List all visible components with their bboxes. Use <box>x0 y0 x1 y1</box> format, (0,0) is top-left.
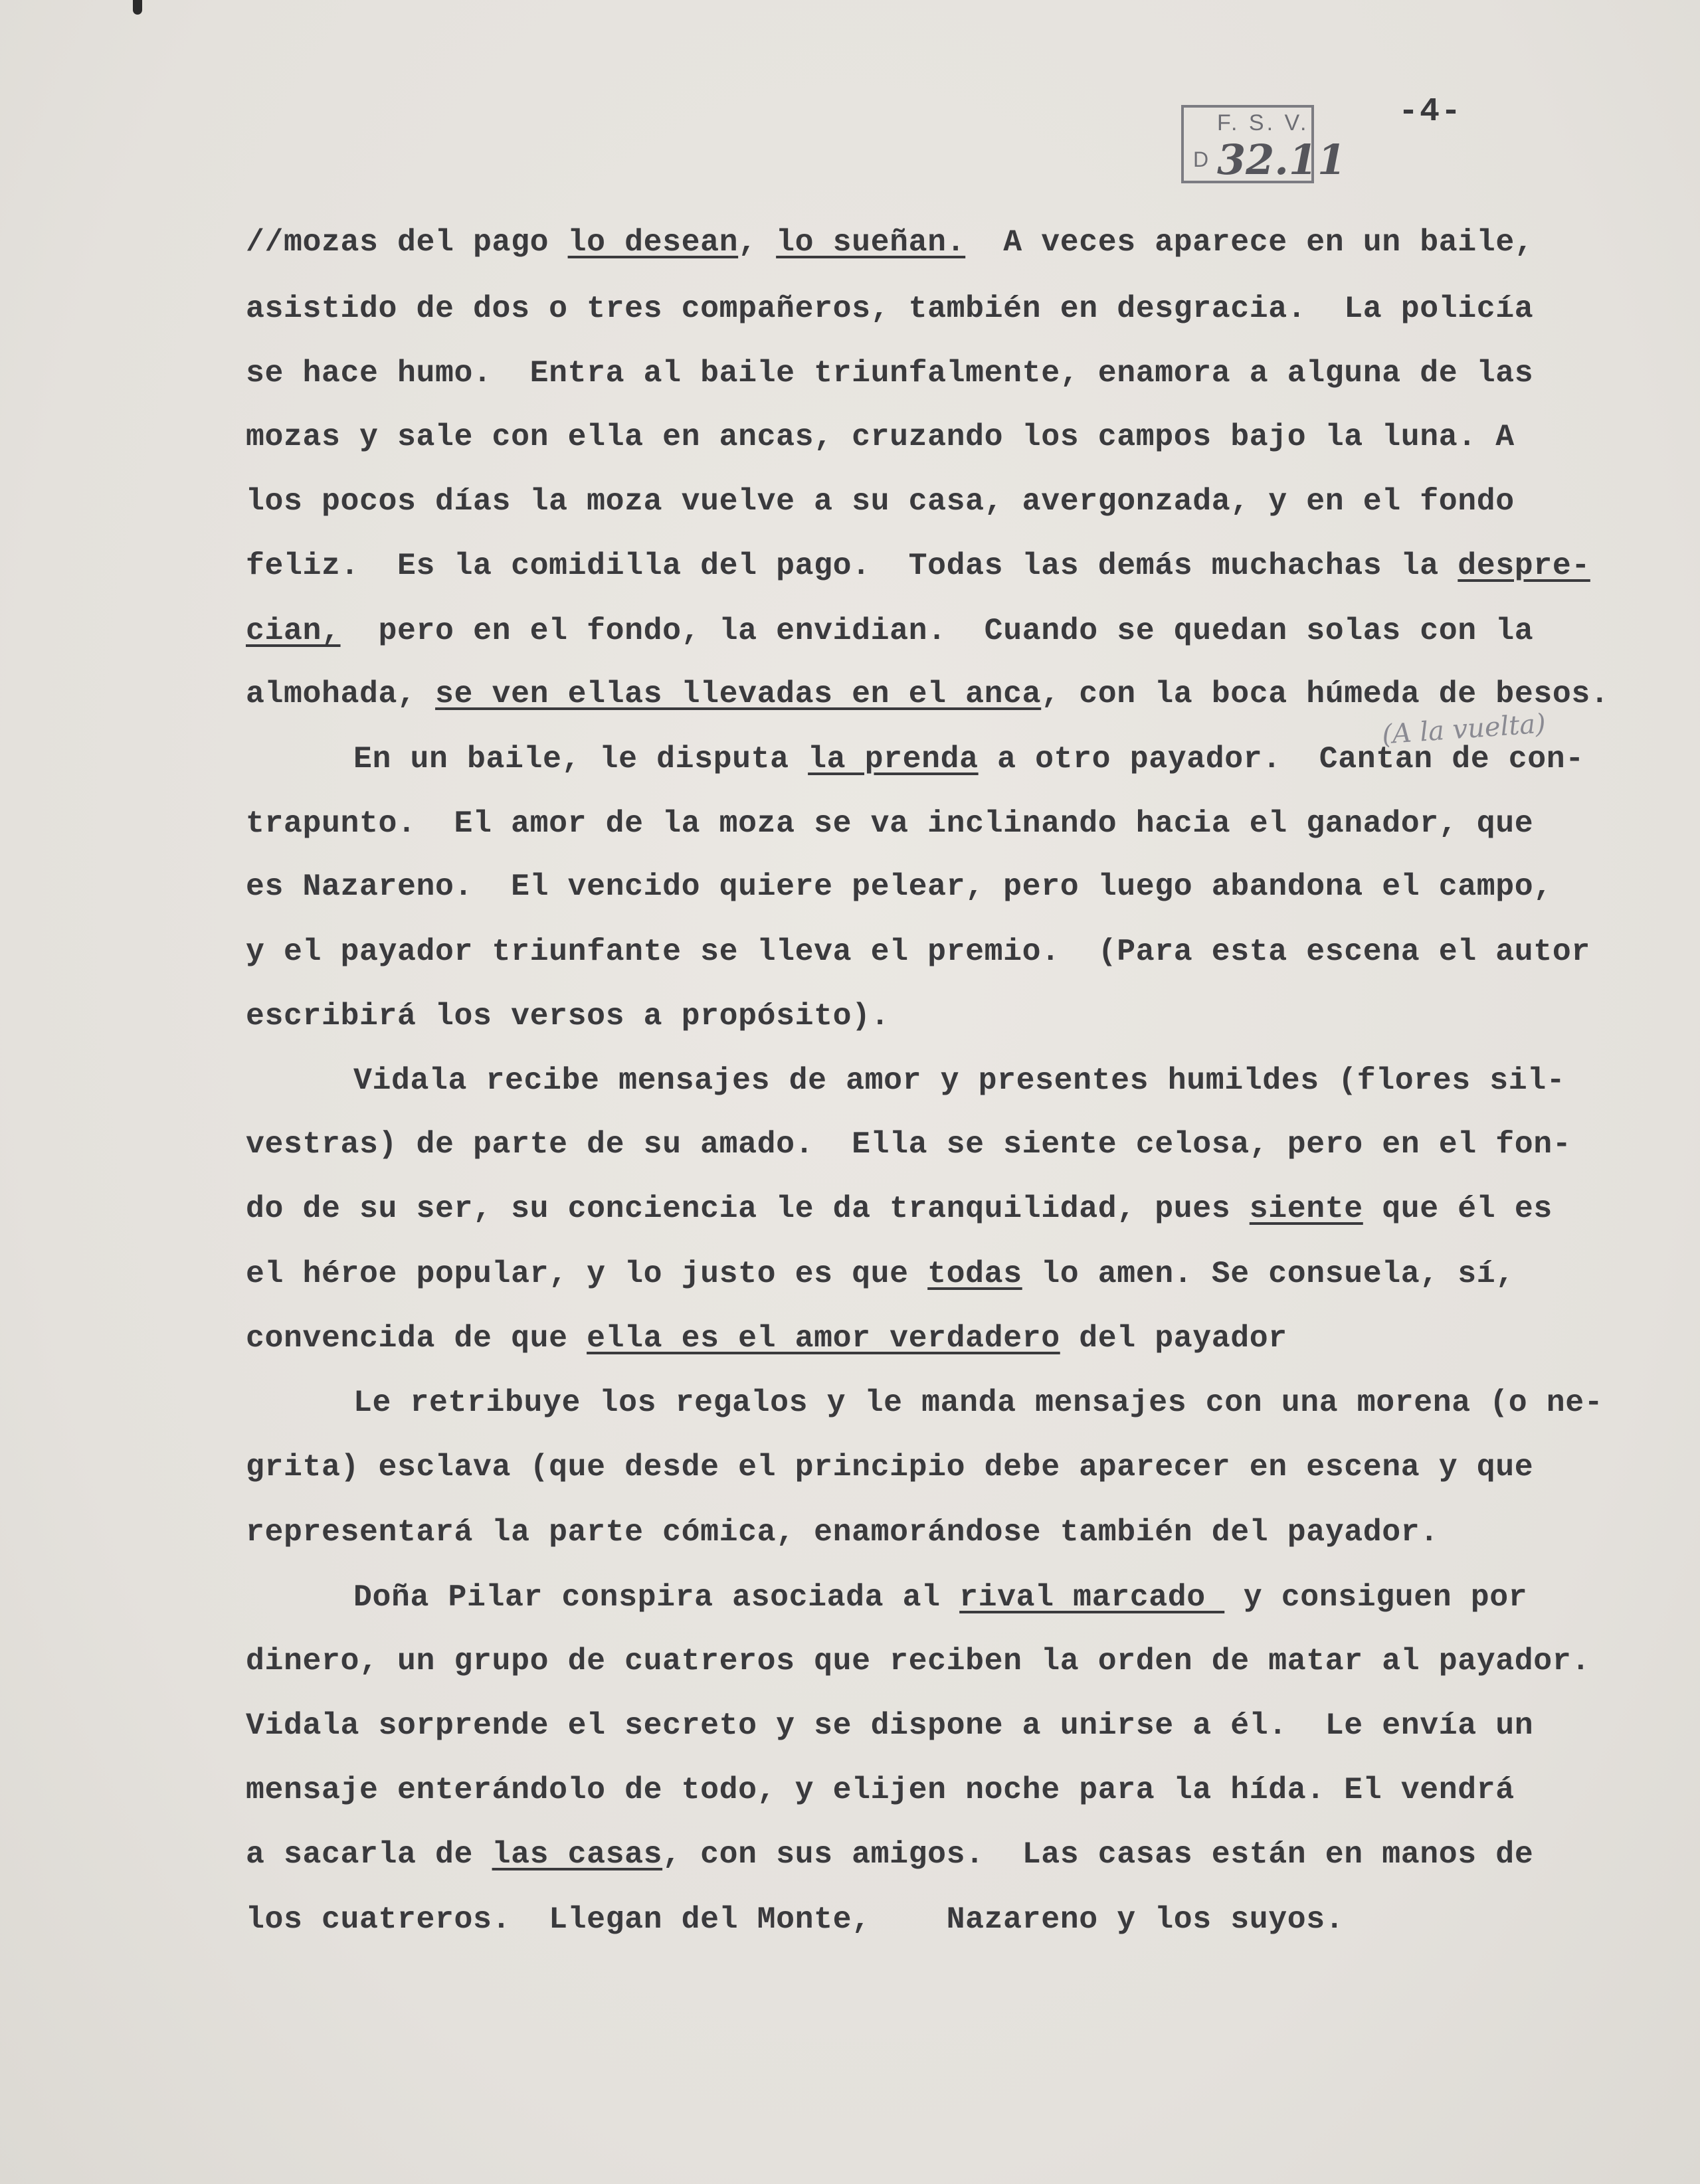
text-run: los cuatreros. Llegan del Monte, Nazareno y los suyos. <box>246 1902 1345 1937</box>
text-line <box>246 1121 1674 1168</box>
text-line <box>246 864 1674 910</box>
text-line <box>246 1251 1674 1297</box>
text-run: es Nazareno. El vencido quiere pelear, pero luego abandona el campo, <box>246 869 1553 904</box>
underlined-text: lo sueñan. <box>776 225 966 260</box>
page-corner-mark <box>133 0 142 15</box>
text-line <box>246 543 1674 589</box>
text-run: convencida de que <box>246 1320 587 1356</box>
text-line <box>246 608 1674 654</box>
text-run: , <box>738 225 777 260</box>
text-line <box>246 800 1674 847</box>
text-line <box>246 1315 1674 1362</box>
text-run: mozas y sale con ella en ancas, cruzando los campos bajo la luna. A <box>246 419 1515 454</box>
text-run: , con sus amigos. Las casas están en manos de <box>662 1837 1534 1872</box>
text-line <box>246 286 1674 332</box>
text-run: En un baile, le disputa <box>353 741 808 776</box>
text-line <box>246 219 1674 266</box>
text-run: dinero, un grupo de cuatreros que reciben la orden de matar al payador. <box>246 1643 1590 1679</box>
text-line <box>353 736 1700 782</box>
text-line <box>353 1057 1700 1104</box>
text-line <box>353 1380 1700 1426</box>
archive-stamp <box>1181 105 1347 184</box>
stamp-initials: F. S. V. <box>1217 110 1309 136</box>
stamp-side-letter: D <box>1193 147 1209 171</box>
text-run: y consiguen por <box>1224 1580 1528 1615</box>
text-run: A veces aparece en un baile, <box>965 225 1534 260</box>
text-run: almohada, <box>246 676 436 711</box>
text-run: grita) esclava (que desde el principio debe aparecer en escena y que <box>246 1449 1534 1485</box>
text-line <box>246 671 1674 717</box>
text-run: que él es <box>1363 1191 1553 1226</box>
underlined-text: despre- <box>1458 548 1590 583</box>
text-line <box>246 1638 1674 1684</box>
text-run: a sacarla de <box>246 1837 492 1872</box>
text-run: a otro payador. Cantan de con- <box>978 741 1584 776</box>
text-line <box>246 993 1674 1040</box>
underlined-text: la prenda <box>808 741 979 776</box>
text-run: se hace humo. Entra al baile triunfalmente, enamora a alguna de las <box>246 355 1534 391</box>
text-line <box>246 1896 1674 1943</box>
underlined-text: ella es el amor verdadero <box>587 1320 1060 1356</box>
margin-note: (A la vuelta) <box>1380 708 1547 751</box>
text-line <box>246 1186 1674 1232</box>
text-run: trapunto. El amor de la moza se va inclinando hacia el ganador, que <box>246 806 1534 841</box>
text-run: representará la parte cómica, enamorándose también del payador. <box>246 1514 1439 1550</box>
underlined-text: se ven ellas llevadas en el anca <box>435 676 1042 711</box>
text-run: //mozas del pago <box>246 225 568 260</box>
text-run: los pocos días la moza vuelve a su casa, avergonzada, y en el fondo <box>246 484 1515 519</box>
text-run: lo amen. Se consuela, sí, <box>1022 1256 1515 1291</box>
underlined-text: cian, <box>246 613 341 648</box>
text-line <box>246 350 1674 397</box>
text-run: asistido de dos o tres compañeros, también en desgracia. La policía <box>246 291 1534 326</box>
text-line <box>246 1509 1674 1556</box>
text-run: Le retribuye los regalos y le manda mensajes con una morena (o ne- <box>353 1385 1604 1420</box>
text-run: y el payador triunfante se lleva el premio. (Para esta escena el autor <box>246 934 1590 969</box>
underlined-text: las casas <box>492 1837 663 1872</box>
text-line <box>246 478 1674 525</box>
text-run: Vidala sorprende el secreto y se dispone a unirse a él. Le envía un <box>246 1708 1534 1743</box>
text-line <box>353 1574 1700 1621</box>
underlined-text: siente <box>1249 1191 1363 1226</box>
text-run: feliz. Es la comidilla del pago. Todas las demás muchachas la <box>246 548 1458 583</box>
text-line <box>246 1767 1674 1813</box>
text-line <box>246 414 1674 460</box>
text-run: vestras) de parte de su amado. Ella se siente celosa, pero en el fon- <box>246 1127 1572 1162</box>
stamp-number: 32.11 <box>1217 136 1347 184</box>
text-run: , con la boca húmeda de besos. <box>1041 676 1610 711</box>
underlined-text: lo desean <box>567 225 739 260</box>
text-run: pero en el fondo, la envidian. Cuando se quedan solas con la <box>340 613 1534 648</box>
underlined-text: rival marcado <box>959 1580 1225 1615</box>
page-number: -4- <box>1398 93 1463 131</box>
text-line <box>246 1444 1674 1491</box>
text-run: do de su ser, su conciencia le da tranquilidad, pues <box>246 1191 1250 1226</box>
text-run: Doña Pilar conspira asociada al <box>353 1580 960 1615</box>
text-run: Vidala recibe mensajes de amor y presentes humildes (flores sil- <box>353 1063 1566 1098</box>
text-line <box>246 1702 1674 1749</box>
text-run: escribirá los versos a propósito). <box>246 998 890 1034</box>
text-run: mensaje enterándolo de todo, y elijen noche para la hída. El vendrá <box>246 1772 1515 1807</box>
text-line <box>246 929 1674 975</box>
text-line <box>246 1831 1674 1878</box>
underlined-text: todas <box>927 1256 1022 1291</box>
text-run: el héroe popular, y lo justo es que <box>246 1256 928 1291</box>
text-run: del payador <box>1060 1320 1287 1356</box>
